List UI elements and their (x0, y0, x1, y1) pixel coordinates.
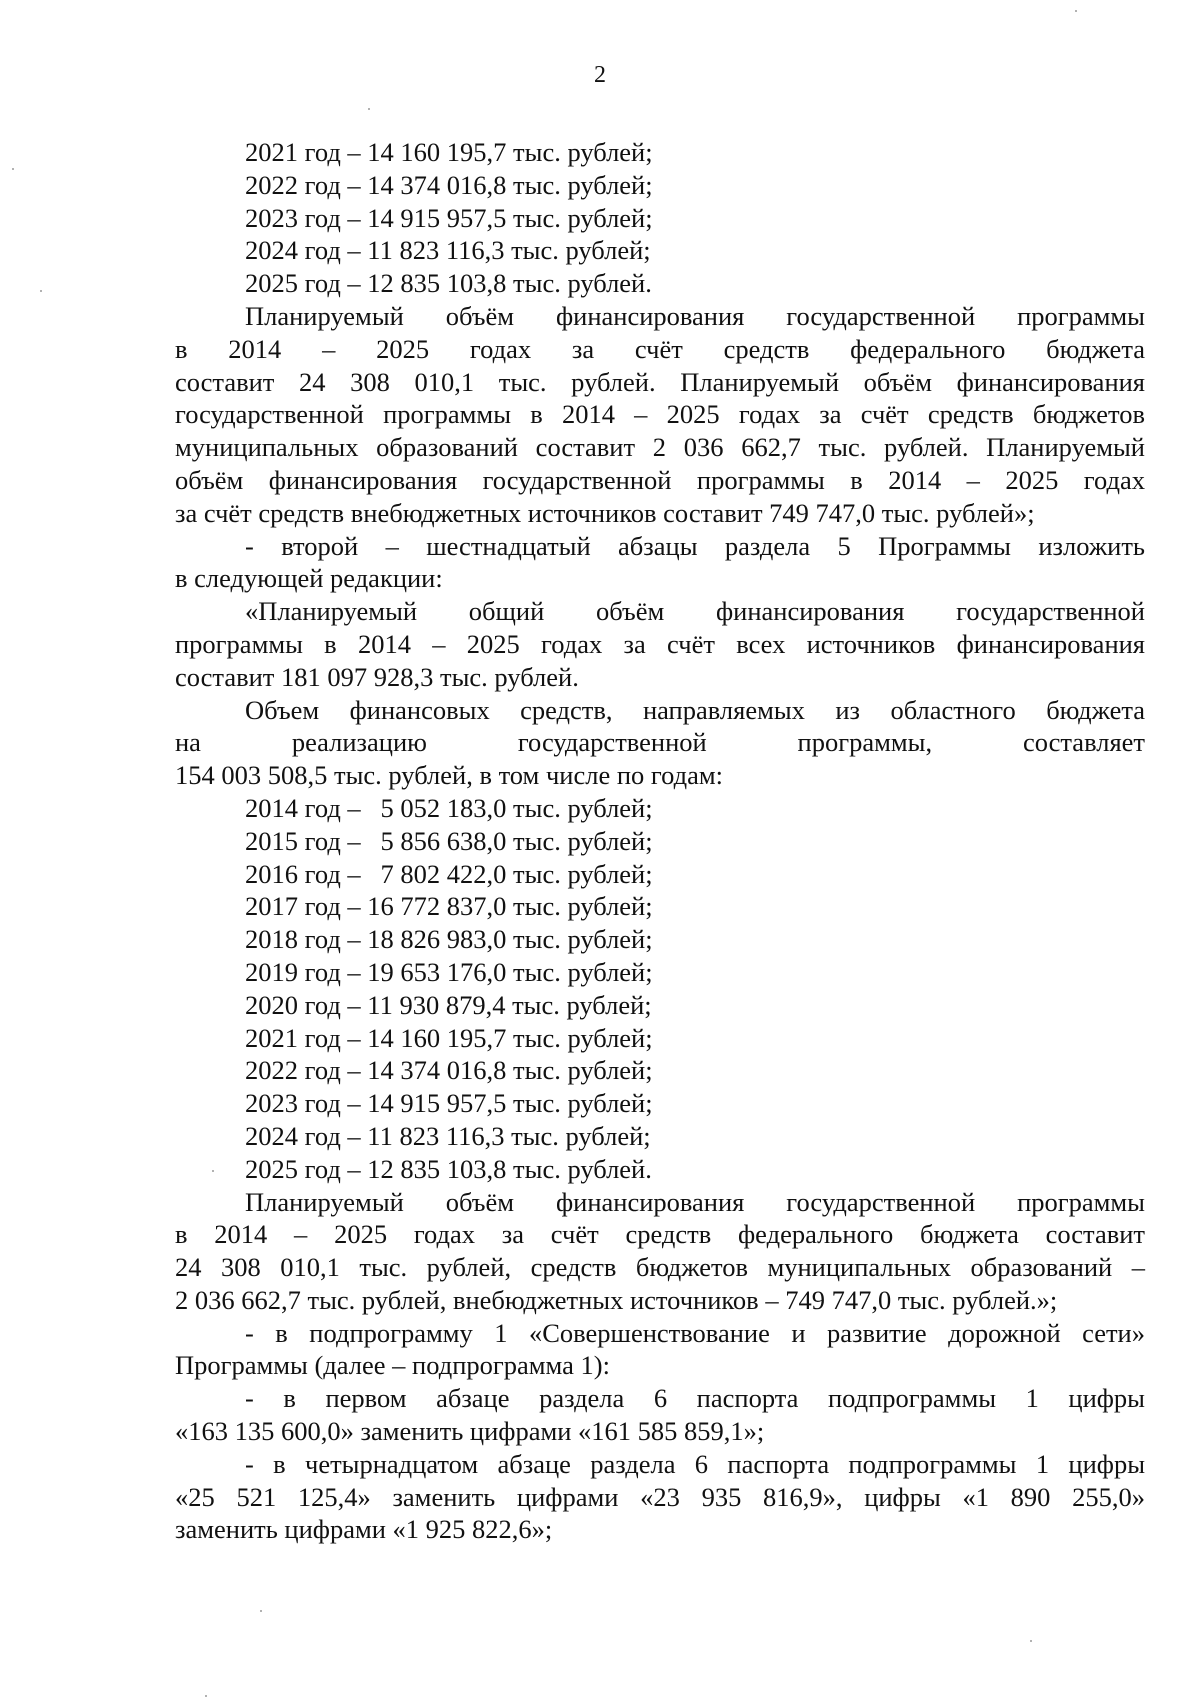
text-line: в 2014 – 2025 годах за счёт средств федерального бюджета (175, 333, 1145, 364)
scan-speck (1075, 10, 1077, 12)
text-line: Программы (далее – подпрограмма 1): (175, 1350, 610, 1381)
text-line: Объем финансовых средств, направляемых из областного бюджета (245, 694, 1145, 725)
text-line: - второй – шестнадцатый абзацы раздела 5 Программы изложить (245, 530, 1145, 561)
text-line: 2024 год – 11 823 116,3 тыс. рублей; (245, 235, 651, 266)
text-line: 2021 год – 14 160 195,7 тыс. рублей; (245, 137, 653, 167)
scan-speck (40, 290, 42, 292)
text-line: муниципальных образований составит 2 036 662,7 тыс. рублей. Планируемый (175, 432, 1145, 463)
text-line: Планируемый объём финансирования государственной программы (245, 300, 1145, 331)
scan-speck (260, 1610, 262, 1612)
text-line: 2020 год – 11 930 879,4 тыс. рублей; (245, 989, 652, 1020)
text-line: 2025 год – 12 835 103,8 тыс. рублей. (245, 1153, 652, 1184)
text-line: 2017 год – 16 772 837,0 тыс. рублей; (245, 891, 653, 922)
text-line: 2021 год – 14 160 195,7 тыс. рублей; (245, 1022, 653, 1053)
text-line: - в подпрограмму 1 «Совершенствование и развитие дорожной сети» (245, 1317, 1145, 1348)
text-line: программы в 2014 – 2025 годах за счёт всех источников финансирования (175, 628, 1145, 659)
text-line: 2014 год – 5 052 183,0 тыс. рублей; (245, 792, 653, 823)
text-line: 2016 год – 7 802 422,0 тыс. рублей; (245, 858, 653, 889)
text-line: в 2014 – 2025 годах за счёт средств федерального бюджета составит (175, 1219, 1145, 1250)
text-line: за счёт средств внебюджетных источников составит 749 747,0 тыс. рублей»; (175, 497, 1035, 528)
scan-speck (368, 108, 370, 110)
text-line: 2023 год – 14 915 957,5 тыс. рублей; (245, 1088, 653, 1119)
text-line: объём финансирования государственной программы в 2014 – 2025 годах (175, 464, 1145, 495)
text-line: 2025 год – 12 835 103,8 тыс. рублей. (245, 268, 652, 299)
text-line: «25 521 125,4» заменить цифрами «23 935 816,9», цифры «1 890 255,0» (175, 1481, 1145, 1512)
text-line: 2018 год – 18 826 983,0 тыс. рублей; (245, 924, 653, 955)
text-line: заменить цифрами «1 925 822,6»; (175, 1514, 553, 1545)
page-number: 2 (594, 62, 606, 88)
text-line: 2 036 662,7 тыс. рублей, внебюджетных источников – 749 747,0 тыс. рублей.»; (175, 1284, 1058, 1315)
text-line: 2015 год – 5 856 638,0 тыс. рублей; (245, 825, 653, 856)
document-body (175, 136, 1145, 1546)
text-line: 2022 год – 14 374 016,8 тыс. рублей; (245, 1055, 653, 1086)
scan-speck (12, 168, 14, 170)
scan-speck (205, 1695, 207, 1697)
text-line: - в четырнадцатом абзаце раздела 6 паспорта подпрограммы 1 цифры (245, 1448, 1145, 1479)
text-line: - в первом абзаце раздела 6 паспорта подпрограммы 1 цифры (245, 1383, 1145, 1414)
text-line: «163 135 600,0» заменить цифрами «161 585 859,1»; (175, 1416, 765, 1447)
text-line: 2019 год – 19 653 176,0 тыс. рублей; (245, 956, 653, 987)
text-line: «Планируемый общий объём финансирования государственной (245, 596, 1145, 627)
scan-speck (1030, 1640, 1032, 1642)
text-line: 2023 год – 14 915 957,5 тыс. рублей; (245, 202, 653, 233)
text-line: на реализацию государственной программы, составляет (175, 727, 1145, 758)
text-line: 24 308 010,1 тыс. рублей, средств бюджетов муниципальных образований – (175, 1252, 1145, 1283)
text-line: Планируемый объём финансирования государственной программы (245, 1186, 1145, 1217)
text-line: составит 181 097 928,3 тыс. рублей. (175, 661, 579, 692)
text-line: 154 003 508,5 тыс. рублей, в том числе по годам: (175, 760, 723, 791)
text-line: в следующей редакции: (175, 563, 443, 594)
text-line: государственной программы в 2014 – 2025 годах за счёт средств бюджетов (175, 399, 1145, 430)
text-line: 2024 год – 11 823 116,3 тыс. рублей; (245, 1120, 651, 1151)
text-line: 2022 год – 14 374 016,8 тыс. рублей; (245, 169, 653, 200)
text-line: составит 24 308 010,1 тыс. рублей. Планируемый объём финансирования (175, 366, 1145, 397)
scan-speck (212, 1170, 214, 1172)
